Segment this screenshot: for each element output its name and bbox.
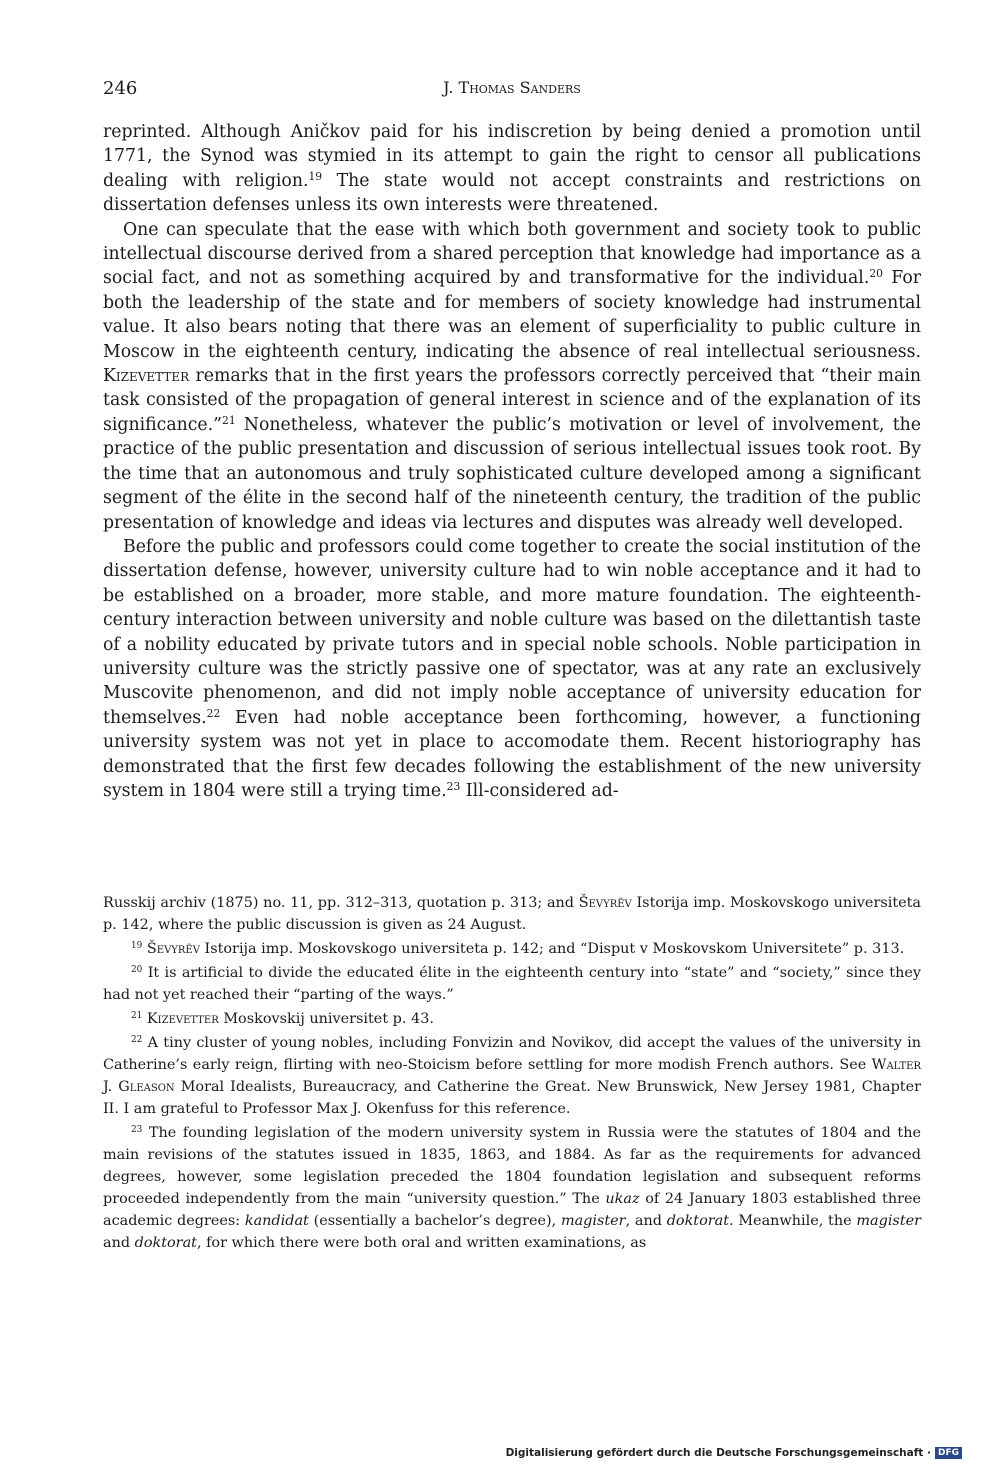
footnote-23: $^{23}$ The founding legislation of the modern university system in Russia were the statutes of 1804 and the main revisions of the statutes issued in 1835, 1863, and 1884. As far as the requirements for advanced degrees, however, some legislation preceded the 1804 foundation legislation and subsequent reforms proceeded independently from the main “university question.” The ukaz of 24 January 1803 established three academic degrees: kandidat (essentially a bachelor’s degree), magister, and doktorat. Meanwhile, the magister and doktorat, for which there were both oral and written examinations, as <box>103 1125 921 1251</box>
footnote-21: $^{21}$ Kizevetter Moskovskij universitet p. 43. <box>131 1011 434 1027</box>
footnote-22: $^{22}$ A tiny cluster of young nobles, including Fonvizin and Novikov, did accept the values of the university in Catherine’s early reign, flirting with neo-Stoicism before settling for more modish French authors. See Walter J. Gleason Moral Idealists, Bureaucracy, and Catherine the Great. New Brunswick, New Jersey 1981, Chapter II. I am grateful to Professor Max J. Okenfuss for this reference. <box>103 1035 921 1117</box>
running-title-author: J. Thomas Sanders <box>443 78 581 97</box>
page-content <box>103 70 921 803</box>
footnote-ref-21[interactable]: 21 <box>222 413 236 427</box>
digitization-credit <box>506 1447 962 1459</box>
footnotes <box>103 892 921 1254</box>
footnote-ref-22[interactable]: 22 <box>206 706 221 720</box>
footnote-20: $^{20}$ It is artificial to divide the educated élite in the eighteenth century into “state” and “society,” since they had not yet reached their “parting of the ways.” <box>103 965 921 1003</box>
page-number: 246 <box>103 78 138 99</box>
footnote-ref-19[interactable]: 19 <box>308 169 323 183</box>
footnote-19: $^{19}$ Ševyrëv Istorija imp. Moskovskogo universiteta p. 142; and “Disput v Moskovskom Universitete” p. 313. <box>131 941 905 957</box>
dfg-logo: DFG <box>935 1447 962 1459</box>
body-text <box>103 120 921 803</box>
author-name: Kizevetter <box>103 366 190 387</box>
paragraph-3: Before the public and professors could come together to create the social institution of the dissertation defense, however, university culture had to win noble acceptance and it had to be established on a broader, more stable, and more mature foundation. The eighteenth-century interaction between university and noble culture was based on the dilettantish taste of a nobility educated by private tutors and in special noble schools. Noble participation in university culture was the strictly passive one of spectator, was at any rate an exclusively Muscovite phenomenon, and did not imply noble acceptance of university education for themselves.$^{22}$ Even had noble acceptance been forthcoming, however, a functioning university system was not yet in place to accomodate them. Recent historiography has demonstrated that the first few decades following the establishment of the new university system in 1804 were still a trying time.$^{23}$ Ill-considered ad- <box>103 536 922 801</box>
footnote-ref-20[interactable]: 20 <box>869 267 883 281</box>
footnote-continued: Russkij archiv (1875) no. 11, pp. 312–313, quotation p. 313; and Ševyrëv Istorija imp. Moskovskogo universiteta p. 142, where the public discussion is given as 24 August. <box>103 895 921 933</box>
paragraph-1: reprinted. Although Aničkov paid for his indiscretion by being denied a promotion until 1771, the Synod was stymied in its attempt to gain the right to censor all publications dealing with religion.$^{19}$ The state would not accept constraints and restrictions on dissertation defenses unless its own interests were threatened. <box>103 122 921 216</box>
running-head <box>103 70 921 110</box>
footnote-ref-23[interactable]: 23 <box>446 780 461 794</box>
credit-text: Digitalisierung gefördert durch die Deutsche Forschungsgemeinschaft · <box>505 1447 931 1459</box>
paragraph-2: One can speculate that the ease with which both government and society took to public intellectual discourse derived from a shared perception that knowledge had importance as a social fact, and not as something acquired by and transformative for the individual.$^{20}$ For both the leadership of the state and for members of society knowledge had instrumental value. It also bears noting that there was an element of superficiality to public culture in Moscow in the eighteenth century, indicating the absence of real intellectual seriousness. Kizevetter remarks that in the first years the professors correctly perceived that “their main task consisted of the propagation of general interest in science and of the explanation of its significance.”$^{21}$ Nonetheless, whatever the public’s motivation or level of involvement, the practice of the public presentation and discussion of serious intellectual issues took root. By the time that an autonomous and truly sophisticated culture developed among a significant segment of the élite in the second half of the nineteenth century, the tradition of the public presentation of knowledge and ideas via lectures and disputes was already well developed. <box>103 219 921 533</box>
